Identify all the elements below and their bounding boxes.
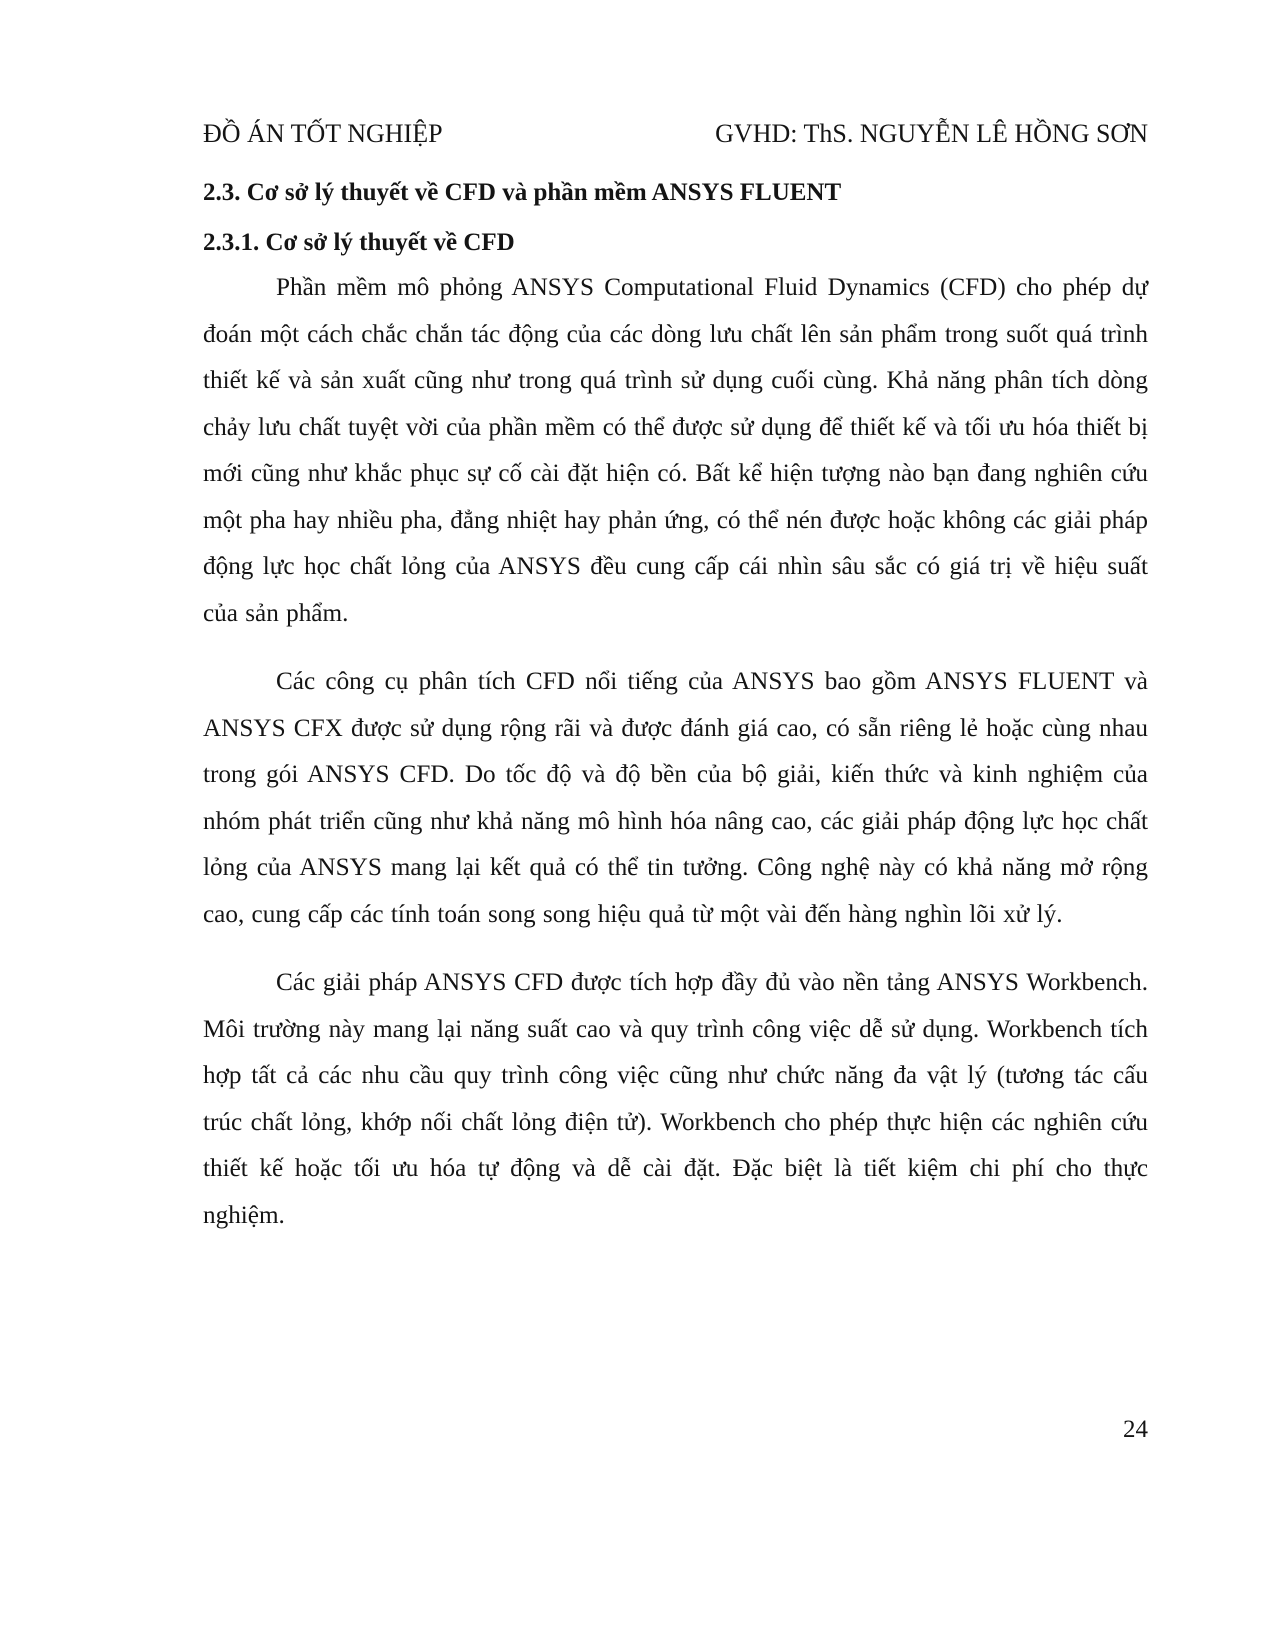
page-header	[203, 114, 1148, 154]
subsection-heading: 2.3.1. Cơ sở lý thuyết về CFD	[203, 229, 515, 256]
paragraph-cfd-overview: Phần mềm mô phỏng ANSYS Computational Fluid Dynamics (CFD) cho phép dự đoán một cách chắc chắn tác động của các dòng lưu chất lên sản phẩm trong suốt quá trình thiết kế và sản xuất cũng như trong quá trình sử dụng cuối cùng. Khả năng phân tích dòng chảy lưu chất tuyệt vời của phần mềm có thể được sử dụng để thiết kế và tối ưu hóa thiết bị mới cũng như khắc phục sự cố cài đặt hiện có. Bất kể hiện tượng nào bạn đang nghiên cứu một pha hay nhiều pha, đẳng nhiệt hay phản ứng, có thể nén được hoặc không các giải pháp động lực học chất lỏng của ANSYS đều cung cấp cái nhìn sâu sắc có giá trị về hiệu suất của sản phẩm.	[203, 274, 1148, 627]
paragraph-workbench: Các giải pháp ANSYS CFD được tích hợp đầy đủ vào nền tảng ANSYS Workbench. Môi trường này mang lại năng suất cao và quy trình công việc dễ sử dụng. Workbench tích hợp tất cả các nhu cầu quy trình công việc cũng như chức năng đa vật lý (tương tác cấu trúc chất lỏng, khớp nối chất lỏng điện tử). Workbench cho phép thực hiện các nghiên cứu thiết kế hoặc tối ưu hóa tự động và dễ cài đặt. Đặc biệt là tiết kiệm chi phí cho thực nghiệm.	[203, 969, 1148, 1229]
page-number: 24	[1123, 1416, 1148, 1443]
section-heading: 2.3. Cơ sở lý thuyết về CFD và phần mềm ANSYS FLUENT	[203, 179, 842, 206]
paragraph-cfd-tools: Các công cụ phân tích CFD nổi tiếng của ANSYS bao gồm ANSYS FLUENT và ANSYS CFX được sử dụng rộng rãi và được đánh giá cao, có sẵn riêng lẻ hoặc cùng nhau trong gói ANSYS CFD. Do tốc độ và độ bền của bộ giải, kiến thức và kinh nghiệm của nhóm phát triển cũng như khả năng mô hình hóa nâng cao, các giải pháp động lực học chất lỏng của ANSYS mang lại kết quả có thể tin tưởng. Công nghệ này có khả năng mở rộng cao, cung cấp các tính toán song song hiệu quả từ một vài đến hàng nghìn lõi xử lý.	[203, 668, 1148, 928]
page-content	[203, 171, 1148, 1239]
header-advisor: GVHD: ThS. NGUYỄN LÊ HỒNG SƠN	[715, 119, 1148, 148]
header-document-type: ĐỒ ÁN TỐT NGHIỆP	[203, 119, 443, 148]
